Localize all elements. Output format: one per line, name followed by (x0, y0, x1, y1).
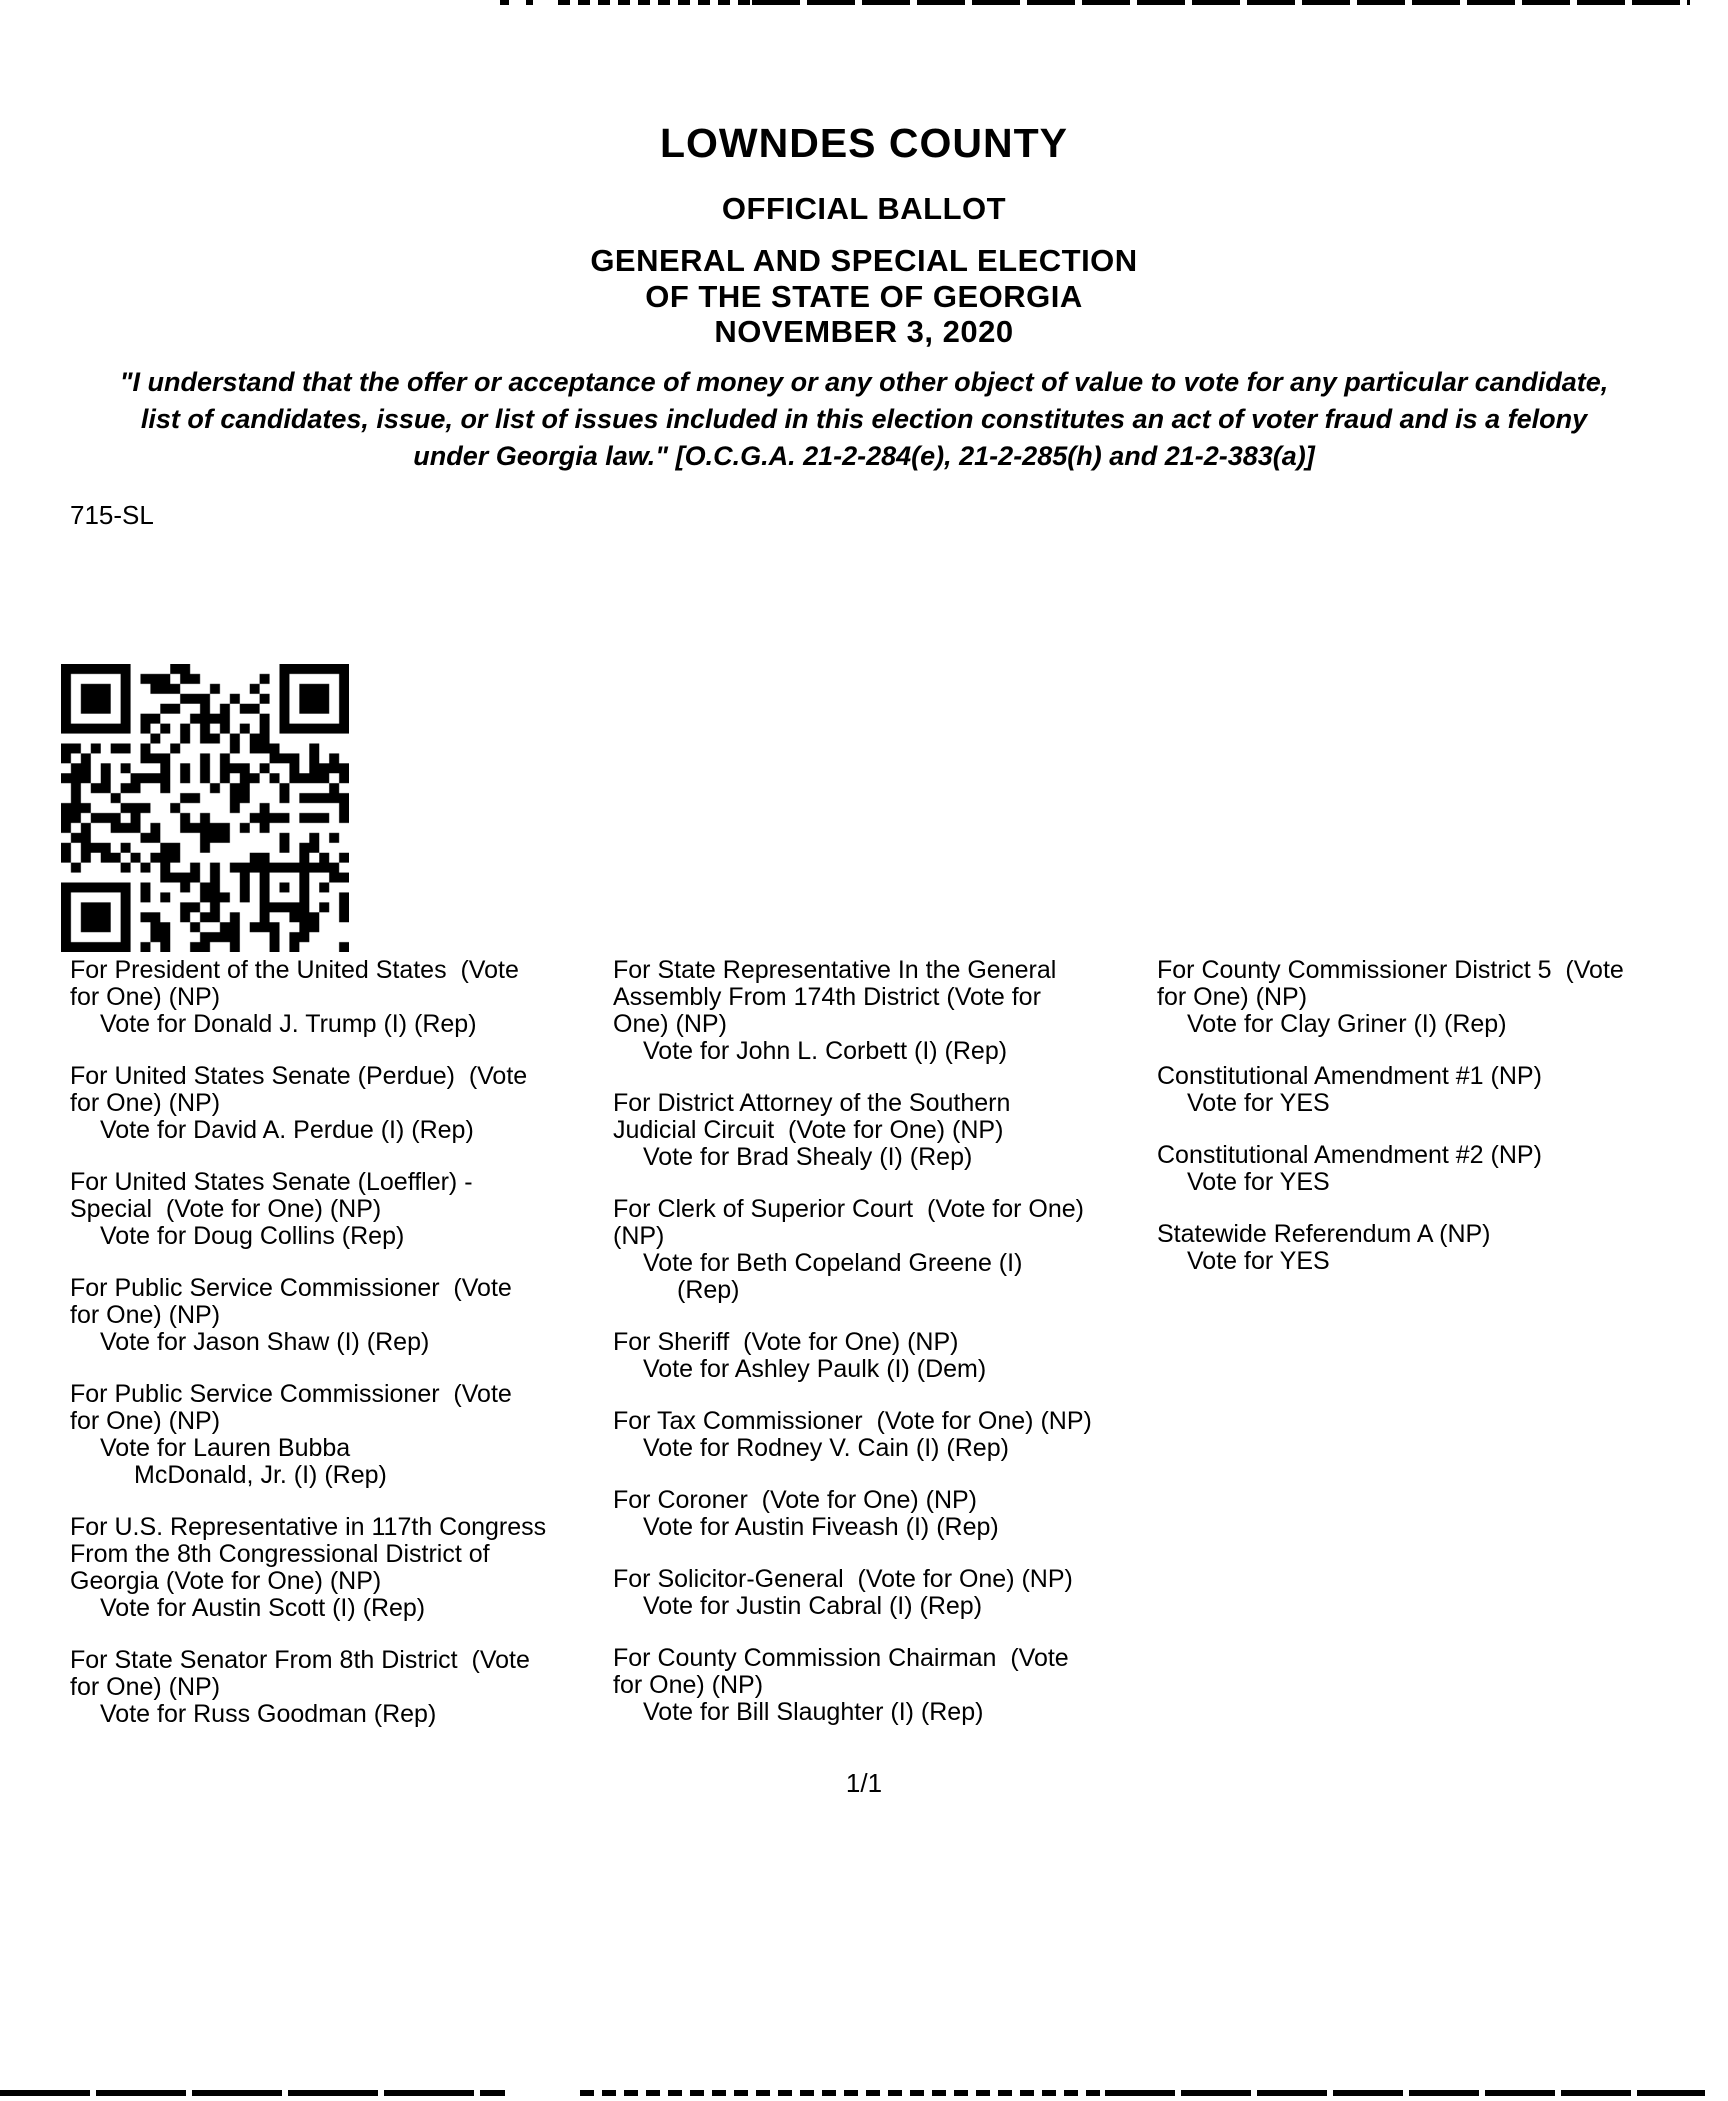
contest-title-line: for One) (NP) (70, 1673, 221, 1701)
contest-title-line: For U.S. Representative in 117th Congress (70, 1513, 547, 1541)
contest-title-line: for One) (NP) (70, 1407, 221, 1435)
contest-title-line: For President of the United States (Vote (70, 956, 519, 984)
contest-vote-line: Vote for Rodney V. Cain (I) (Rep) (643, 1434, 1009, 1462)
contest-block (70, 957, 590, 1038)
election-date: NOVEMBER 3, 2020 (714, 314, 1014, 349)
contest-block (1157, 957, 1728, 1038)
contest-vote-line: Vote for David A. Perdue (I) (Rep) (100, 1116, 474, 1144)
contest-title-line: One) (NP) (613, 1010, 727, 1038)
contest-block (613, 1645, 1153, 1726)
contest-vote-line: Vote for John L. Corbett (I) (Rep) (643, 1037, 1008, 1065)
contest-vote-line: Vote for Bill Slaughter (I) (Rep) (643, 1698, 984, 1726)
contest-vote-line: Vote for Donald J. Trump (I) (Rep) (100, 1010, 477, 1038)
contest-title-line: For Coroner (Vote for One) (NP) (613, 1486, 978, 1514)
contest-vote-line: Vote for Clay Griner (I) (Rep) (1187, 1010, 1507, 1038)
ballot-column-middle (613, 957, 1153, 1751)
contest-block (70, 1381, 590, 1489)
election-title-line1: GENERAL AND SPECIAL ELECTION (590, 243, 1138, 278)
contest-title-line: From the 8th Congressional District of (70, 1540, 490, 1568)
timing-mark (0, 2090, 505, 2096)
ballot-column-right (1157, 957, 1728, 1300)
ballot-type-title: OFFICIAL BALLOT (721, 191, 1007, 226)
timing-mark (558, 0, 750, 5)
timing-mark (580, 2090, 1100, 2096)
contest-vote-line: Vote for Justin Cabral (I) (Rep) (643, 1592, 983, 1620)
contest-title-line: for One) (NP) (70, 1301, 221, 1329)
contest-block (1157, 1142, 1728, 1196)
county-title: LOWNDES COUNTY (659, 120, 1069, 166)
contest-vote-line: Vote for Brad Shealy (I) (Rep) (643, 1143, 973, 1171)
contest-title-line: For State Representative In the General (613, 956, 1057, 984)
contest-title-line: For County Commissioner District 5 (Vote (1157, 956, 1624, 984)
contest-title-line: For United States Senate (Loeffler) - (70, 1168, 473, 1196)
contest-title-line: Georgia (Vote for One) (NP) (70, 1567, 382, 1595)
contest-title-line: for One) (NP) (70, 1089, 221, 1117)
contest-title-line: For District Attorney of the Southern (613, 1089, 1011, 1117)
contest-block (70, 1169, 590, 1250)
page-number: 1/1 (845, 1768, 883, 1798)
contest-title-line: For Tax Commissioner (Vote for One) (NP) (613, 1407, 1092, 1435)
contest-block (613, 1196, 1153, 1304)
contest-title-line: For Public Service Commissioner (Vote (70, 1274, 512, 1302)
contest-vote-line: Vote for Ashley Paulk (I) (Dem) (643, 1355, 987, 1383)
contest-title-line: For Public Service Commissioner (Vote (70, 1380, 512, 1408)
contest-block (70, 1063, 590, 1144)
contest-title-line: For Solicitor-General (Vote for One) (NP) (613, 1565, 1073, 1593)
timing-mark (1105, 2090, 1705, 2096)
contest-block (70, 1514, 590, 1622)
contest-vote-line: McDonald, Jr. (I) (Rep) (134, 1461, 387, 1489)
contest-block (1157, 1221, 1728, 1275)
contest-title-line: (NP) (613, 1222, 665, 1250)
contest-block (70, 1275, 590, 1356)
ballot-style-code: 715-SL (70, 500, 154, 530)
contest-title-line: for One) (NP) (70, 983, 221, 1011)
contest-title-line: Judicial Circuit (Vote for One) (NP) (613, 1116, 1004, 1144)
contest-title-line: Statewide Referendum A (NP) (1157, 1220, 1491, 1248)
contest-title-line: For State Senator From 8th District (Vote (70, 1646, 530, 1674)
contest-title-line: Constitutional Amendment #2 (NP) (1157, 1141, 1542, 1169)
contest-block (70, 1647, 590, 1728)
contest-vote-line: Vote for Doug Collins (Rep) (100, 1222, 405, 1250)
contest-block (1157, 1063, 1728, 1117)
contest-vote-line: Vote for Austin Fiveash (I) (Rep) (643, 1513, 999, 1541)
contest-title-line: for One) (NP) (1157, 983, 1308, 1011)
contest-vote-line: Vote for Russ Goodman (Rep) (100, 1700, 437, 1728)
contest-vote-line: Vote for YES (1187, 1168, 1330, 1196)
contest-title-line: For Clerk of Superior Court (Vote for One) (613, 1195, 1085, 1223)
ballot-column-left (70, 957, 590, 1753)
contest-vote-line: Vote for YES (1187, 1247, 1330, 1275)
contest-vote-line: Vote for Jason Shaw (I) (Rep) (100, 1328, 430, 1356)
contest-title-line: Assembly From 174th District (Vote for (613, 983, 1041, 1011)
contest-title-line: for One) (NP) (613, 1671, 764, 1699)
contest-title-line: For Sheriff (Vote for One) (NP) (613, 1328, 959, 1356)
contest-title-line: For United States Senate (Perdue) (Vote (70, 1062, 528, 1090)
contest-block (613, 1408, 1153, 1462)
contest-block (613, 1329, 1153, 1383)
contest-vote-line: Vote for Beth Copeland Greene (I) (643, 1249, 1023, 1277)
contest-block (613, 1566, 1153, 1620)
contest-block (613, 957, 1153, 1065)
qr-code (61, 664, 349, 952)
contest-title-line: For County Commission Chairman (Vote (613, 1644, 1069, 1672)
contest-vote-line: Vote for YES (1187, 1089, 1330, 1117)
timing-mark (500, 0, 509, 5)
contest-vote-line: Vote for Lauren Bubba (100, 1434, 351, 1462)
contest-vote-line: (Rep) (677, 1276, 740, 1304)
contest-title-line: Special (Vote for One) (NP) (70, 1195, 382, 1223)
disclaimer-line: "I understand that the offer or acceptance of money or any other object of value to vote for any particular candidate, (119, 367, 1609, 397)
voter-fraud-disclaimer (0, 364, 1728, 475)
timing-mark (526, 0, 533, 5)
disclaimer-line: under Georgia law." [O.C.G.A. 21-2-284(e), 21-2-285(h) and 21-2-383(a)] (413, 441, 1315, 471)
timing-mark (752, 0, 1690, 5)
contest-vote-line: Vote for Austin Scott (I) (Rep) (100, 1594, 426, 1622)
disclaimer-line: list of candidates, issue, or list of issues included in this election constitutes an act of voter fraud and is a felony (140, 404, 1588, 434)
contest-title-line: Constitutional Amendment #1 (NP) (1157, 1062, 1542, 1090)
election-title-line2: OF THE STATE OF GEORGIA (645, 279, 1083, 314)
contest-block (613, 1090, 1153, 1171)
contest-block (613, 1487, 1153, 1541)
